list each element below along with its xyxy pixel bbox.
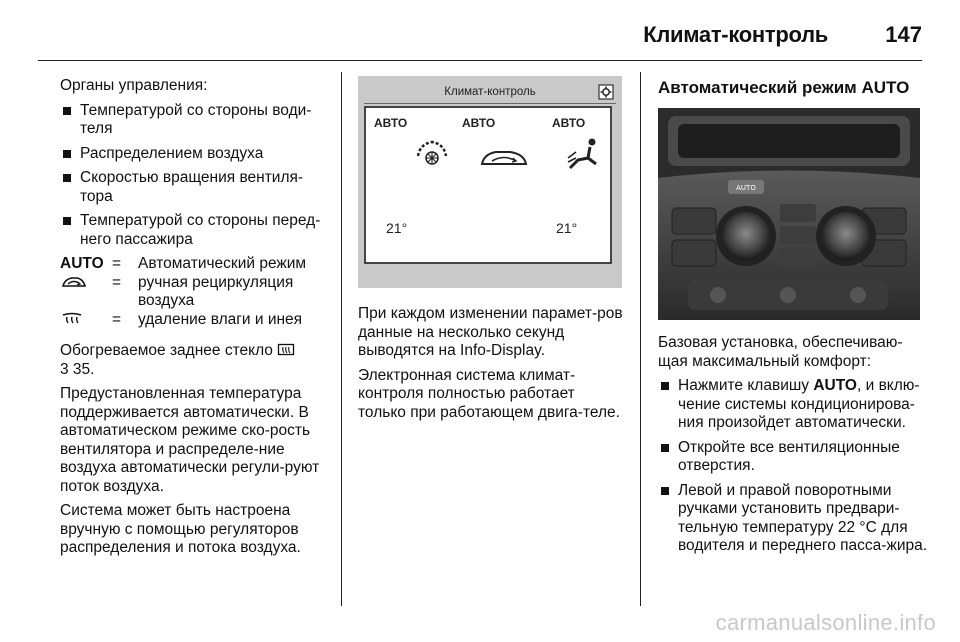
equals-sign: = (112, 310, 122, 328)
temp-right: 21° (556, 220, 578, 236)
bullet-item: Левой и правой поворотными ручками установить предвари-тельную температуру 22 °C для водителя и переднего пасса-жира. (658, 482, 928, 556)
legend-row (60, 311, 328, 333)
info-display-figure (358, 76, 622, 288)
rear-window-heat-icon (277, 343, 295, 357)
equals-sign: = (112, 255, 122, 272)
page-number: 147 (885, 22, 922, 47)
bullet-text: , и вклю-чение системы кондиционирова-ния произойдет автоматически. (678, 377, 920, 431)
column-divider-1 (341, 72, 342, 606)
defrost-icon (60, 311, 112, 333)
auto-label-distribution: АВТО (552, 116, 586, 130)
manual-paragraph: Система может быть настроена вручную с помощью регуляторов распределения и потока воздуха. (60, 502, 301, 556)
equals-sign: = (112, 273, 122, 291)
right-column (658, 334, 928, 562)
middle-column (358, 305, 626, 428)
fan-icon (410, 138, 454, 172)
legend-row (60, 274, 328, 311)
info-display-paragraph: При каждом изменении парамет-ров данные на несколько секунд выводятся на Info-Display. (358, 305, 623, 359)
left-column (60, 77, 328, 564)
bullet-item (658, 377, 928, 433)
header-rule (38, 60, 922, 61)
watermark: carmanualsonline.info (715, 610, 936, 635)
recirc-icon (60, 274, 112, 311)
bullet-text: Нажмите клавишу (678, 377, 810, 394)
page-header (0, 0, 960, 62)
display-titlebar (364, 82, 616, 104)
section-heading: Автоматический режим AUTO (658, 78, 910, 97)
legend-text: ручная рециркуляция воздуха (138, 273, 294, 309)
controls-intro: Органы управления: (60, 77, 208, 94)
auto-symbol: AUTO (60, 255, 104, 272)
auto-button-label: AUTO (736, 184, 756, 192)
legend-text: удаление влаги и инея (138, 310, 303, 328)
car-recirc-icon (478, 146, 530, 172)
settings-icon (598, 84, 614, 100)
bullet-item: Распределением воздуха (60, 145, 328, 164)
display-title: Климат-контроль (444, 86, 536, 98)
auto-key: AUTO (813, 377, 857, 394)
bullet-item: Откройте все вентиляционные отверстия. (658, 439, 928, 476)
rear-window-paragraph (60, 342, 328, 379)
auto-paragraph: Предустановленная температура поддерживается автоматически. В автоматическом режиме ско-рость вентилятора и распределе-ние воздуха автоматически регули-руют поток воздуха. (60, 385, 320, 495)
engine-paragraph: Электронная система климат-контроля полностью работает только при работающем двига-теле. (358, 366, 620, 421)
auto-intro: Базовая установка, обеспечиваю-щая максимальный комфорт: (658, 334, 903, 370)
air-distribution-icon (564, 136, 604, 172)
temp-left: 21° (386, 220, 408, 236)
legend-row (60, 255, 328, 274)
auto-label-recirc: АВТО (462, 116, 496, 130)
bullet-item: Скоростью вращения вентиля-тора (60, 169, 328, 206)
display-screen (364, 106, 612, 264)
right-heading-block (658, 77, 928, 99)
control-panel-illustration (658, 108, 920, 320)
legend-text: Автоматический режим (138, 255, 307, 272)
column-divider-2 (640, 72, 641, 606)
auto-label-fan: АВТО (374, 116, 408, 130)
page-reference: 3 35. (60, 360, 95, 378)
bullet-item: Температурой со стороны перед-него пассажира (60, 212, 328, 249)
symbol-legend (60, 255, 328, 332)
rear-window-text: Обогреваемое заднее стекло (60, 342, 273, 359)
bullet-item: Температурой со стороны води-теля (60, 102, 328, 139)
page-title: Климат-контроль (643, 22, 828, 47)
control-panel-photo (658, 108, 920, 320)
